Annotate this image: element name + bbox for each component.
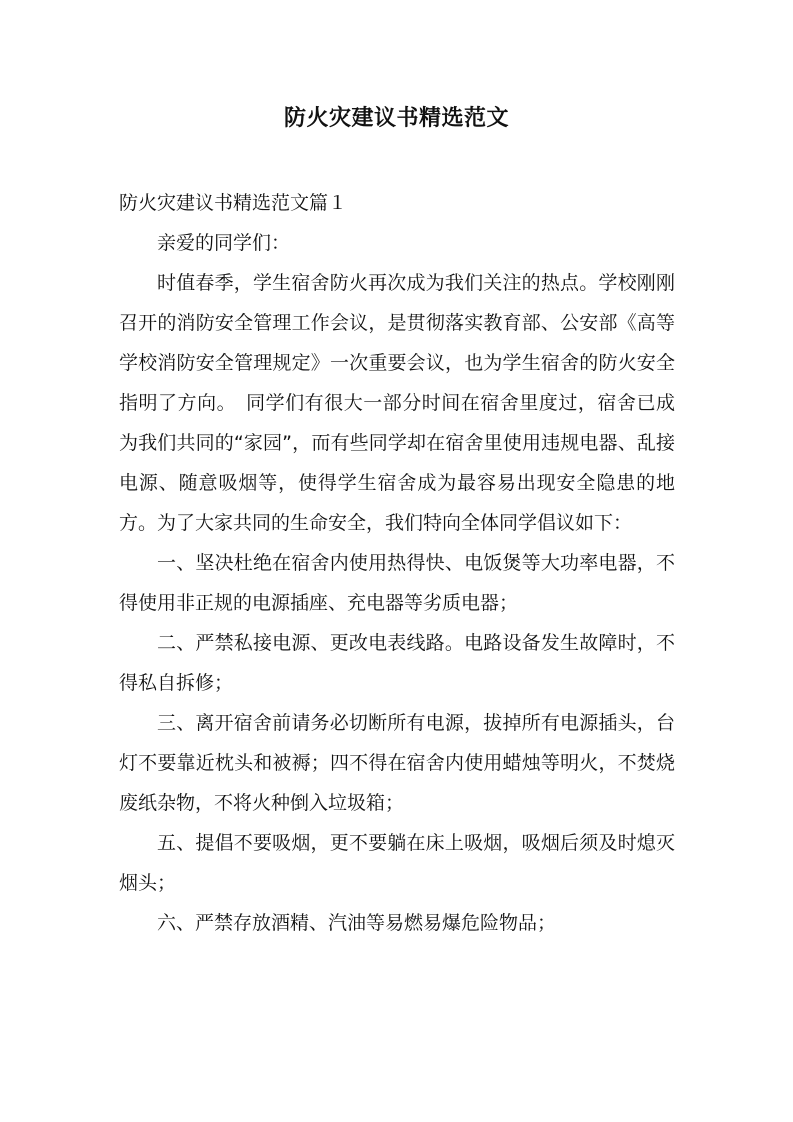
paragraph-item-6: 六、严禁存放酒精、汽油等易燃易爆危险物品； xyxy=(157,912,557,934)
section-heading: 防火灾建议书精选范文篇１ xyxy=(119,192,348,214)
paragraph-item-5: 五、提倡不要吸烟，更不要躺在床上吸烟，吸烟后须及时熄灭烟头； xyxy=(119,832,675,894)
document-body xyxy=(119,183,675,943)
paragraph-item-2: 二、严禁私接电源、更改电表线路。电路设备发生故障时，不得私自拆修； xyxy=(119,632,675,694)
document-title: 防火灾建议书精选范文 xyxy=(283,106,509,131)
paragraph-greeting: 亲爱的同学们： xyxy=(157,232,291,254)
paragraph-intro: 时值春季，学生宿舍防火再次成为我们关注的热点。学校刚刚召开的消防安全管理工作会议，是贯彻落实教育部、公安部《高等学校消防安全管理规定》一次重要会议，也为学生宿舍的防火安全指明了方向。 同学们有很大一部分时间在宿舍里度过，宿舍已成为我们共同的“家园”，而有些同学却在宿舍里使用违规电器、乱接电源、随意吸烟等，使得学生宿舍成为最容易出现安全隐患的地方。为了大家共同的生命安全，我们特向全体同学倡议如下： xyxy=(119,272,675,534)
paragraph-item-3: 三、离开宿舍前请务必切断所有电源，拔掉所有电源插头，台灯不要靠近枕头和被褥；四不得在宿舍内使用蜡烛等明火，不焚烧废纸杂物，不将火种倒入垃圾箱； xyxy=(119,712,675,814)
paragraph-item-1: 一、坚决杜绝在宿舍内使用热得快、电饭煲等大功率电器，不得使用非正规的电源插座、充电器等劣质电器； xyxy=(119,552,675,614)
